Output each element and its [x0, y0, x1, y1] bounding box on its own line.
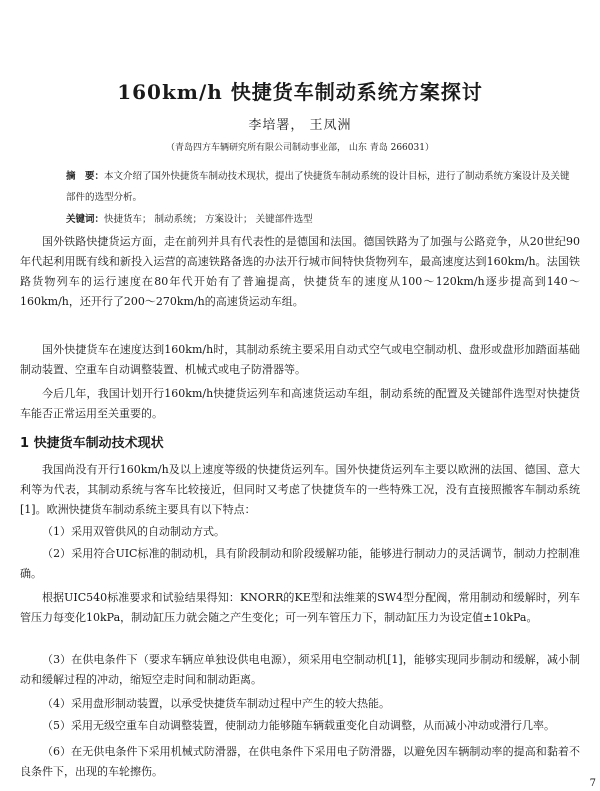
abstract-text: 本文介绍了国外快捷货车制动技术现状，提出了快捷货车制动系统的设计目标，进行了制动系统方案设计及关键部件的选型分析。 [66, 171, 570, 203]
section-item-5: （5）采用无级空重车自动调整装置，使制动力能够随车辆载重变化自动调整，从而减小冲动或滑行几率。 [42, 719, 555, 732]
section-paragraph-1: 我国尚没有开行160km/h及以上速度等级的快捷货运列车。国外快捷货运列车主要以欧洲的法国、德国、意大利等为代表，其制动系统与客车比较接近，但同时又考虑了快捷货车的一些特殊工况，没有直接照搬客车制动系统[1]。欧洲快捷货车制动系统主要具有以下特点： [20, 463, 580, 516]
paper-title: 160km/h 快捷货车制动系统方案探讨 [117, 80, 483, 104]
abstract [66, 166, 571, 208]
author-list: 李培署， 王凤洲 [248, 118, 352, 133]
section-item-6: （6）在无供电条件下采用机械式防滑器，在供电条件下采用电子防滑器，以避免因车辆制动率的提高和黏着不良条件下，出现的车轮擦伤。 [20, 745, 580, 778]
section-item-1: （1）采用双管供风的自动制动方式。 [42, 525, 225, 538]
intro-paragraph-1: 国外铁路快捷货运方面，走在前列并具有代表性的是德国和法国。德国铁路为了加强与公路竞争，从20世纪90年代起利用既有线和新投入运营的高速铁路备选的办法开行城市间特快货物列车，最高速度达到160km/h。法国铁路货物列车的运行速度在80年代开始有了普遍提高，快捷货车的速度从100～120km/h逐步提高到140～160km/h，还开行了200～270km/h的高速货运动车组。 [20, 235, 580, 308]
keywords [66, 209, 571, 230]
section-heading: 1 快捷货车制动技术现状 [20, 436, 164, 451]
section-item-4: （4）采用盘形制动装置，以承受快捷货车制动过程中产生的较大热能。 [42, 697, 390, 710]
page-number: 7 [589, 778, 596, 789]
abstract-label: 摘 要： [66, 171, 105, 182]
section-item-2: （2）采用符合UIC标准的制动机，具有阶段制动和阶段缓解功能，能够进行制动力的灵活调节，制动力控制准确。 [20, 547, 580, 580]
keywords-text: 快捷货车； 制动系统； 方案设计； 关键部件选型 [104, 214, 313, 225]
author-affiliation: （青岛四方车辆研究所有限公司制动事业部， 山东 青岛 266031） [166, 143, 434, 153]
section-item-3: （3）在供电条件下（要求车辆应单独设供电电源），须采用电空制动机[1]，能够实现同步制动和缓解，减小制动和缓解过程的冲动，缩短空走时间和制动距离。 [20, 653, 580, 686]
section-paragraph-2: 根据UIC540标准要求和试验结果得知：KNORR的KE型和法维莱的SW4型分配阀，常用制动和缓解时，列车管压力每变化10kPa，制动缸压力就会随之产生变化；可一列车管压力下，制动缸压力为设定值±10kPa。 [20, 591, 580, 624]
intro-paragraph-2: 国外快捷货车在速度达到160km/h时，其制动系统主要采用自动式空气或电空制动机、盘形或盘形加踏面基础制动装置、空重车自动调整装置、机械式或电子防滑器等。 [20, 343, 580, 376]
intro-paragraph-3: 今后几年，我国计划开行160km/h快捷货运列车和高速货运动车组，制动系统的配置及关键部件选型对快捷货车能否正常运用至关重要的。 [20, 387, 580, 420]
keywords-label: 关键词： [66, 214, 105, 225]
